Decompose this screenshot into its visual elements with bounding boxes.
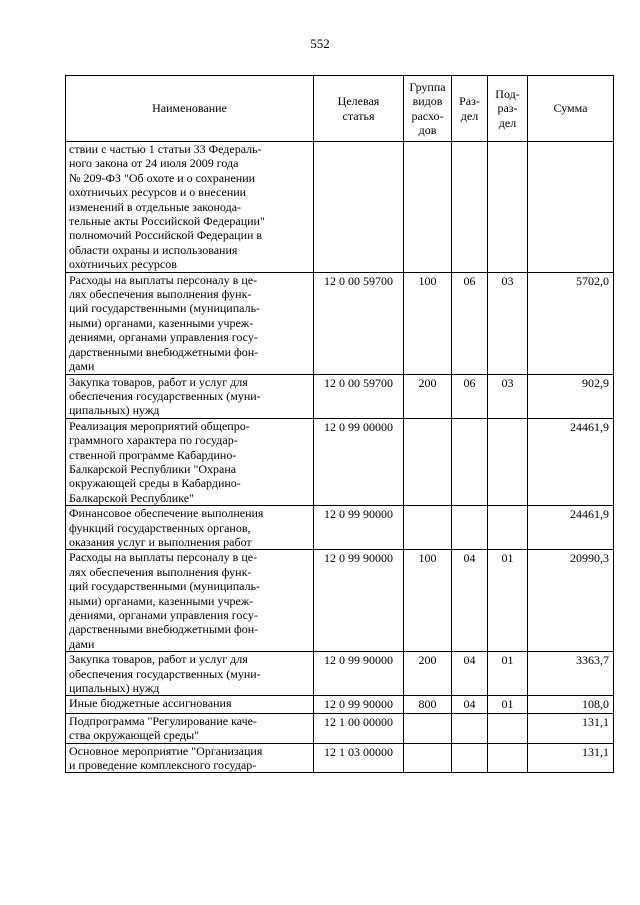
header-line: Раз-	[459, 94, 480, 109]
cell-name-line: дарственными внебюджетными фон-	[69, 344, 259, 359]
header-line: Группа	[409, 79, 446, 94]
cell-group	[404, 418, 452, 505]
cell-target: 12 0 99 90000	[314, 696, 404, 713]
header-line: Наименование	[152, 101, 227, 116]
cell-name-line: дами	[69, 359, 95, 374]
header-line: расхо-	[411, 108, 444, 123]
cell-name-line: ными) органами, казенными учреж-	[69, 315, 254, 330]
header-line: дел	[460, 108, 479, 123]
cell-name-line: ципальных) нужд	[69, 681, 160, 696]
cell-group	[404, 743, 452, 773]
cell-name-line: и проведение комплексного государ-	[69, 758, 257, 773]
cell-group: 800	[404, 696, 452, 713]
cell-group: 100	[404, 272, 452, 374]
cell-name-line: ствии с частью 1 статьи 33 Федераль-	[69, 142, 262, 156]
cell-name-line: охотничьих ресурсов и о внесении	[69, 185, 247, 200]
cell-name-line: функций государственных органов,	[69, 520, 251, 535]
cell-target: 12 0 00 59700	[314, 374, 404, 418]
cell-section	[452, 418, 488, 505]
cell-name-line: ций государственными (муниципаль-	[69, 301, 261, 316]
cell-group	[404, 506, 452, 550]
header-line: статья	[342, 108, 375, 123]
cell-name	[66, 696, 314, 713]
cell-name-line: охотничьих ресурсов	[69, 257, 177, 272]
cell-name-line: дениями, органами управления госу-	[69, 608, 258, 622]
header-line: дов	[418, 122, 437, 137]
table-row	[66, 272, 614, 374]
cell-name-line: лях обеспечения выполнения функ-	[69, 564, 252, 579]
cell-name	[66, 713, 314, 743]
cell-target: 12 0 99 90000	[314, 652, 404, 696]
cell-target: 12 1 00 00000	[314, 713, 404, 743]
cell-group: 200	[404, 374, 452, 418]
table-row	[66, 652, 614, 696]
cell-section	[452, 142, 488, 273]
table-row	[66, 418, 614, 505]
cell-target: 12 0 00 59700	[314, 272, 404, 374]
table-row	[66, 142, 614, 273]
cell-group	[404, 713, 452, 743]
cell-name-line: № 209-ФЗ "Об охоте и о сохранении	[69, 170, 256, 185]
cell-name-line: области охраны и использования	[69, 242, 238, 257]
cell-section: 04	[452, 550, 488, 652]
table-header-row	[66, 76, 614, 142]
cell-name-line: ства окружающей среды"	[69, 728, 200, 743]
cell-name-line: ного закона от 24 июля 2009 года	[69, 156, 239, 171]
cell-name-line: Закупка товаров, работ и услуг для	[69, 374, 248, 389]
cell-name-line: Иные бюджетные ассигнования	[69, 696, 232, 711]
header-line: Под-	[495, 86, 520, 101]
cell-group: 100	[404, 550, 452, 652]
table-row	[66, 696, 614, 713]
cell-name-line: Закупка товаров, работ и услуг для	[69, 652, 248, 667]
cell-sum: 3363,7	[528, 652, 614, 696]
cell-target: 12 0 99 90000	[314, 550, 404, 652]
cell-subsection	[488, 743, 528, 773]
cell-sum: 108,0	[528, 696, 614, 713]
cell-subsection: 01	[488, 550, 528, 652]
cell-section: 06	[452, 374, 488, 418]
header-line: дел	[498, 115, 517, 130]
table-row	[66, 550, 614, 652]
cell-sum: 902,9	[528, 374, 614, 418]
header-sum	[528, 76, 614, 142]
cell-name	[66, 374, 314, 418]
cell-section: 04	[452, 696, 488, 713]
cell-name-line: Реализация мероприятий общепро-	[69, 418, 250, 433]
table-row	[66, 743, 614, 773]
cell-section: 04	[452, 652, 488, 696]
cell-name-line: изменений в отдельные законода-	[69, 199, 242, 214]
cell-name-line: Основное мероприятие "Организация	[69, 743, 263, 758]
cell-name-line: Подпрограмма "Регулирование каче-	[69, 713, 257, 728]
cell-name	[66, 142, 314, 273]
table-body	[66, 142, 614, 773]
cell-name-line: оказания услуг и выполнения работ	[69, 534, 252, 549]
cell-name-line: ными) органами, казенными учреж-	[69, 593, 254, 608]
cell-section: 06	[452, 272, 488, 374]
cell-name-line: ций государственными (муниципаль-	[69, 579, 261, 594]
cell-name-line: тельные акты Российской Федерации"	[69, 214, 265, 229]
cell-sum	[528, 142, 614, 273]
cell-subsection: 03	[488, 272, 528, 374]
cell-sum: 5702,0	[528, 272, 614, 374]
cell-name	[66, 506, 314, 550]
header-target	[314, 76, 404, 142]
header-subsection	[488, 76, 528, 142]
cell-subsection: 01	[488, 652, 528, 696]
header-line: Сумма	[553, 101, 588, 116]
cell-name	[66, 418, 314, 505]
cell-group	[404, 142, 452, 273]
cell-sum: 24461,9	[528, 506, 614, 550]
cell-name-line: обеспечения государственных (муни-	[69, 666, 261, 681]
cell-name-line: обеспечения государственных (муни-	[69, 388, 261, 403]
cell-target	[314, 142, 404, 273]
cell-name	[66, 272, 314, 374]
header-line: видов	[412, 94, 443, 109]
cell-name-line: Расходы на выплаты персоналу в це-	[69, 272, 258, 287]
cell-name	[66, 652, 314, 696]
cell-sum: 131,1	[528, 713, 614, 743]
cell-name-line: дами	[69, 636, 95, 651]
cell-subsection: 01	[488, 696, 528, 713]
cell-name-line: полномочий Российской Федерации в	[69, 228, 263, 243]
header-name	[66, 76, 314, 142]
header-line: Целевая	[337, 94, 380, 109]
budget-table	[65, 75, 614, 773]
cell-subsection: 03	[488, 374, 528, 418]
cell-section	[452, 743, 488, 773]
cell-name-line: Финансовое обеспечение выполнения	[69, 506, 264, 521]
cell-name-line: дарственными внебюджетными фон-	[69, 622, 259, 637]
cell-name-line: окружающей среды в Кабардино-	[69, 476, 241, 491]
table-row	[66, 713, 614, 743]
cell-target: 12 1 03 00000	[314, 743, 404, 773]
cell-name-line: ственной программе Кабардино-	[69, 447, 237, 462]
header-group	[404, 76, 452, 142]
cell-sum: 24461,9	[528, 418, 614, 505]
cell-name-line: граммного характера по государ-	[69, 433, 238, 448]
cell-section	[452, 713, 488, 743]
cell-name-line: дениями, органами управления госу-	[69, 330, 258, 345]
cell-group: 200	[404, 652, 452, 696]
cell-name-line: лях обеспечения выполнения функ-	[69, 287, 252, 302]
cell-sum: 20990,3	[528, 550, 614, 652]
cell-subsection	[488, 506, 528, 550]
header-line: раз-	[497, 101, 518, 116]
cell-name-line: Балкарской Республике"	[69, 490, 194, 505]
cell-target: 12 0 99 90000	[314, 506, 404, 550]
cell-name-line: Расходы на выплаты персоналу в це-	[69, 550, 258, 565]
cell-name-line: ципальных) нужд	[69, 403, 160, 418]
cell-target: 12 0 99 00000	[314, 418, 404, 505]
table-row	[66, 506, 614, 550]
cell-section	[452, 506, 488, 550]
cell-name	[66, 743, 314, 773]
cell-sum: 131,1	[528, 743, 614, 773]
table-row	[66, 374, 614, 418]
cell-name	[66, 550, 314, 652]
page-number: 552	[310, 36, 330, 51]
cell-subsection	[488, 418, 528, 505]
cell-subsection	[488, 713, 528, 743]
cell-subsection	[488, 142, 528, 273]
header-section	[452, 76, 488, 142]
cell-name-line: Балкарской Республики "Охрана	[69, 461, 237, 476]
